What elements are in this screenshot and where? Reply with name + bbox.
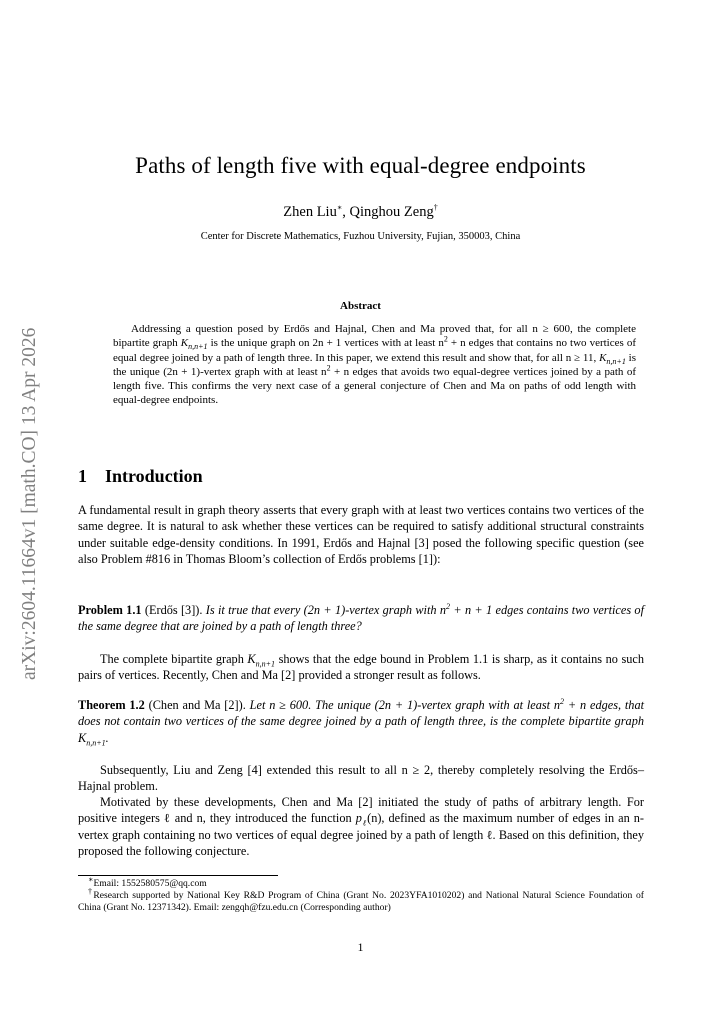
footnote-1: ∗Email: 1552580575@qq.com xyxy=(88,874,207,889)
footnote-rule xyxy=(78,875,278,876)
author-mark-1: ∗ xyxy=(336,203,343,213)
paper-title: Paths of length five with equal-degree endpoints xyxy=(135,153,586,178)
abstract-text: Addressing a question posed by Erdős and Hajnal, Chen and Ma proved that, for all n ≥ 600, the complete bipartite graph $K_{n,n+1}$ is the unique graph on 2n + 1 vertices with at least $n^2 + n$ edges that contains no two vertices of equal degree joined by a path of length three. In this paper, we extend this result and show that, for all n ≥ 11, $K_{n,n+1}$ is the unique (2n + 1)-vertex graph with at least $n^2 + n$ edges that avoids two equal-degree vertices joined by a path of length five. This confirms the very next case of a general conjecture of Chen and Ma on paths of odd length with equal-degree endpoints. xyxy=(113,323,636,407)
section-title: Introduction xyxy=(105,466,203,486)
problem-statement: Is it true that every (2n + 1)-vertex graph with $n^2 + n + 1$ edges contains two vertices of the same degree that are joined by a path of length three? xyxy=(78,601,644,634)
arxiv-stamp: arXiv:2604.11664v1 [math.CO] 13 Apr 2026 xyxy=(19,327,40,680)
affiliation: Center for Discrete Mathematics, Fuzhou University, Fujian, 350003, China xyxy=(200,231,521,242)
intro-paragraph-1: A fundamental result in graph theory asserts that every graph with at least two vertices contains two vertices of the same degree. It is natural to ask whether these vertices can be required to satisfy additional structural constraints under suitable edge-density conditions. In 1991, Erdős and Hajnal [3] posed the following specific question (see also Problem #816 in Thomas Bloom’s collection of Erdős problems [1]): xyxy=(78,503,644,567)
theorem-1-2 xyxy=(78,697,644,746)
author-mark-2: † xyxy=(433,203,438,213)
abstract-heading: Abstract xyxy=(340,300,381,312)
author-zeng: Qinghou Zeng xyxy=(349,204,434,220)
footnotes xyxy=(78,874,644,915)
problem-cite: (Erdős [3]). xyxy=(141,603,206,617)
theorem-label: Theorem 1.2 xyxy=(78,698,145,712)
footnote-2: †Research supported by National Key R&D Program of China (Grant No. 2023YFA1010202) and National Natural Science Foundation of China (Grant No. 12371342). Email: zengqh@fzu.edu.cn (Corresponding author) xyxy=(78,887,644,914)
page-number: 1 xyxy=(357,940,364,954)
intro-paragraph-4: Motivated by these developments, Chen and Ma [2] initiated the study of paths of arbitrary length. For positive integers ℓ and n, they introduced the function $p_\ell(n)$, defined as the maximum number of edges in an n-vertex graph containing no two vertices of equal degree joined by a path of length ℓ. Based on this definition, they proposed the following conjecture. xyxy=(78,795,644,859)
author-liu: Zhen Liu xyxy=(283,204,337,220)
problem-label: Problem 1.1 xyxy=(78,603,142,617)
problem-1-1 xyxy=(78,602,644,635)
intro-paragraph-3: Subsequently, Liu and Zeng [4] extended this result to all n ≥ 2, thereby completely resolving the Erdős–Hajnal problem. xyxy=(78,763,644,794)
section-number: 1 xyxy=(78,466,87,486)
author-line xyxy=(0,204,721,221)
theorem-statement: Let n ≥ 600. The unique (2n + 1)-vertex graph with at least $n^2 + n$ edges, that does not contain two vertices of the same degree joined by a path of length three, is the complete bipartite graph $K_{n,n+1}$. xyxy=(78,696,645,748)
intro-paragraph-2: The complete bipartite graph $K_{n,n+1}$ shows that the edge bound in Problem 1.1 is sharp, as it contains no such pairs of vertices. Recently, Chen and Ma [2] provided a stronger result as follows. xyxy=(78,652,644,683)
section-heading xyxy=(78,466,203,487)
theorem-cite: (Chen and Ma [2]). xyxy=(144,698,250,712)
author-separator: , xyxy=(342,204,350,220)
